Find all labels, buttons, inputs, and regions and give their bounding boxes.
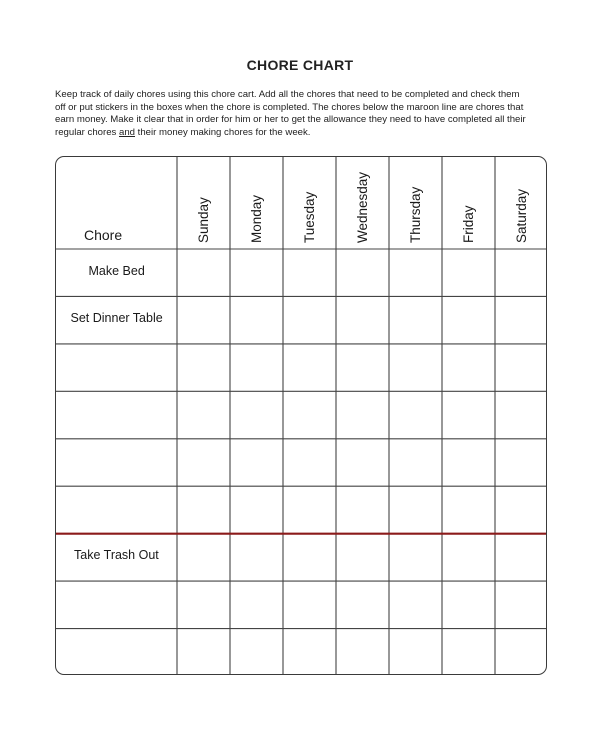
chore-row-label: Make Bed <box>88 263 145 278</box>
day-header-friday: Friday <box>461 205 476 243</box>
day-header-wednesday: Wednesday <box>355 171 370 243</box>
page-title: CHORE CHART <box>246 57 354 73</box>
intro-line: off or put stickers in the boxes when the chore is completed. The chores below the maroon line are chores that <box>55 101 524 113</box>
chore-table <box>55 156 547 675</box>
intro-underlined-word: and <box>119 126 136 138</box>
day-header-monday: Monday <box>249 194 264 243</box>
intro-text: regular chores <box>55 126 119 138</box>
day-header-sunday: Sunday <box>196 197 211 243</box>
intro-line: Keep track of daily chores using this chore cart. Add all the chores that need to be completed and check them <box>55 89 520 100</box>
chore-row-label: Take Trash Out <box>74 548 159 563</box>
day-header-thursday: Thursday <box>408 186 423 243</box>
intro-text: their money making chores for the week. <box>135 126 311 138</box>
intro-line: earn money. Make it clear that in order for him or her to get the allowance they need to have completed all their <box>55 114 526 125</box>
day-header-saturday: Saturday <box>514 188 529 243</box>
chore-row-label: Set Dinner Table <box>70 311 163 326</box>
chore-column-header: Chore <box>84 227 123 243</box>
intro-line <box>55 127 555 140</box>
day-header-tuesday: Tuesday <box>302 191 317 243</box>
intro-paragraph <box>55 89 555 139</box>
